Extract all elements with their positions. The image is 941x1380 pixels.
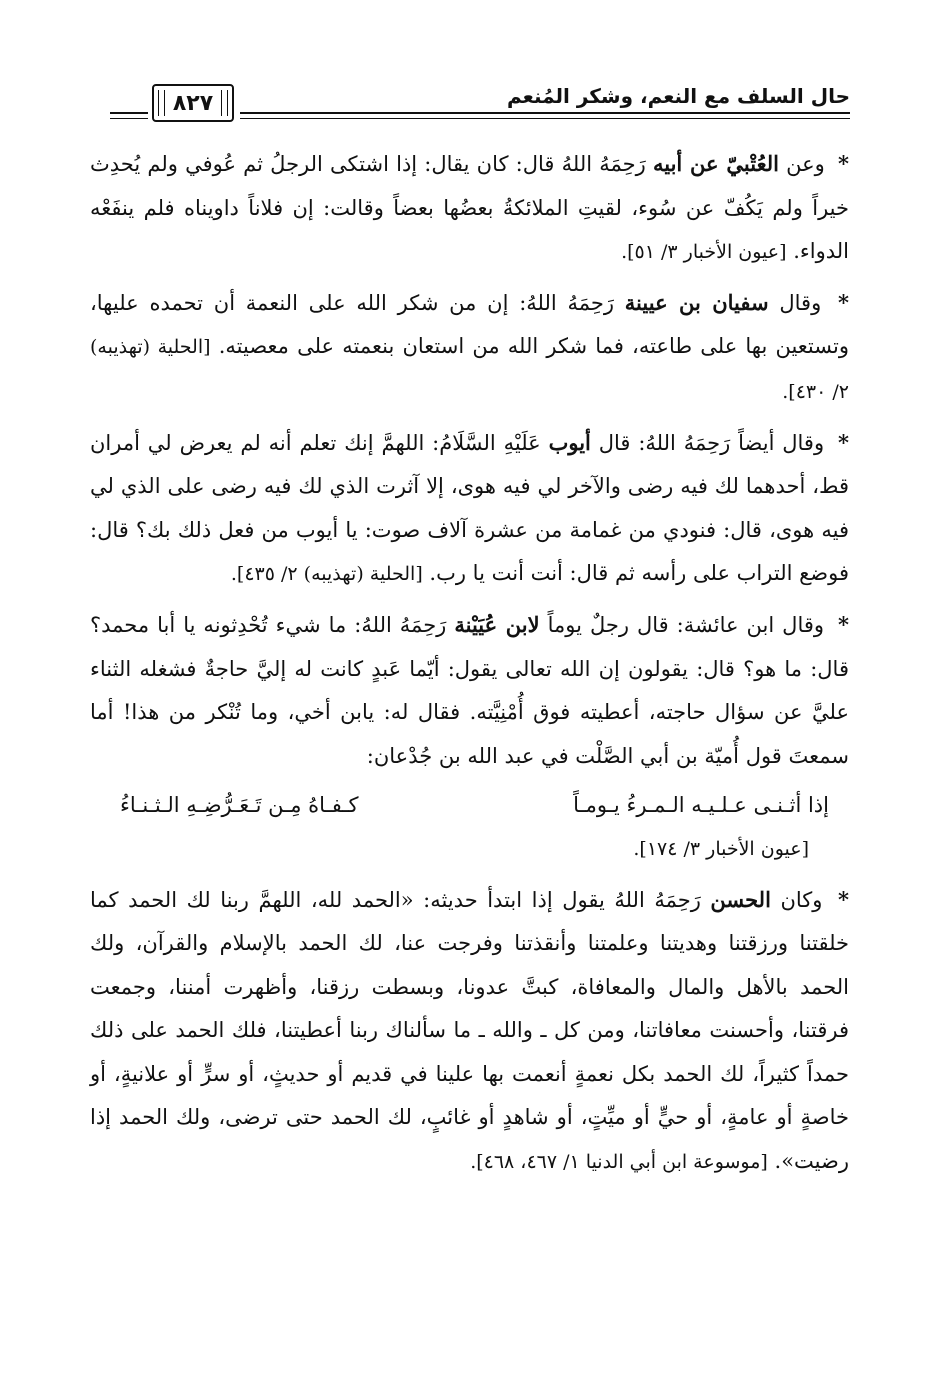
paragraph-1: [90, 142, 849, 275]
header-rule-left: [110, 112, 148, 119]
poetry-verse: [120, 784, 829, 828]
verse-second-hemistich: كـفـاهُ مِـن تَـعَـرُّضِـهِ الـثـنـاءُ: [120, 793, 359, 818]
narrator-name: العُتْبيّ عن أبيه: [652, 151, 779, 176]
paragraph-4: [90, 603, 849, 778]
paragraph-text: رَحِمَهُ اللهُ يقول إذا ابتدأ حديثه: «الحمد لله، اللهمَّ ربنا لك الحمد كما خلقتنا ورزقتنا وهديتنا وعلمتنا وأنقذتنا وفرجت عنا، لك الحمد بالإسلام والقرآن، ولك الحمد بالأهل والمال والمعافاة، كبتَّ عدونا، وبسطت رزقنا، وأظهرت أمننا، وجمعت فرقتنا، وأحسنت معافاتنا، ومن كل ـ والله ـ ما سألناك ربنا أعطيتنا، فلك الحمد على ذلك حمداً كثيراً، لك الحمد بكل نعمةٍ أنعمت بها علينا في قديم أو حديثٍ، أو سرٍّ أو علانيةٍ، أو خاصةٍ أو عامةٍ، أو حيٍّ أو ميِّتٍ، أو شاهدٍ أو غائبٍ، لك الحمد حتى ترضى، ولك الحمد إذا رضيت».: [90, 887, 849, 1174]
narrator-name: لابن عُيَيْنة: [454, 611, 540, 637]
paragraph-text: عَلَيْهِ السَّلَامُ: اللهمَّ إنك تعلم أنه لم يعرض لي أمران قط، أحدهما لك فيه رضى والآخر لي فيه هوى، إلا آثرت الذي لك فيه رضى على الذي لي فيه هوى، قال: فنودي من غمامة من عشرة آلاف صوت: يا أيوب من فعل ذلك بك؟ قال: فوضع التراب على رأسه ثم قال: أنت أنت يا رب.: [90, 430, 849, 586]
paragraph-5: [90, 878, 849, 1185]
narrator-name: سفيان بن عيينة: [624, 289, 769, 315]
bullet-star: *: [838, 611, 850, 637]
paragraph-lead: وعن: [786, 152, 825, 176]
paragraph-2: [90, 281, 849, 415]
header-rule: [240, 112, 850, 119]
source-reference: [الحلية (تهذيبه) ٢/ ٤٣٠].: [90, 336, 849, 403]
paragraph-3: [90, 421, 849, 597]
paragraph-lead: وقال أيضاً رَحِمَهُ اللهُ: قال: [598, 430, 825, 455]
paragraph-lead: وقال ابن عائشة: قال رجلٌ يوماً: [547, 612, 825, 637]
page-number: ٨٢٧: [152, 84, 234, 122]
bullet-star: *: [837, 886, 849, 912]
page-header: [110, 78, 850, 128]
paragraph-lead: وقال: [779, 290, 822, 315]
bullet-star: *: [837, 429, 849, 455]
page-body: [90, 142, 849, 1191]
narrator-name: أيوب: [548, 429, 591, 455]
verse-source: [90, 828, 809, 872]
source-reference: [عيون الأخبار ٣/ ٥١].: [621, 241, 787, 264]
narrator-name: الحسن: [710, 886, 771, 912]
bullet-star: *: [837, 151, 849, 176]
verse-first-hemistich: إذا أثـنـى عـلـيـه الـمـرءُ يـومـاً: [573, 793, 829, 818]
running-title: حال السلف مع النعم، وشكر المُنعم: [506, 84, 850, 108]
source-reference: [عيون الأخبار ٣/ ١٧٤].: [633, 837, 809, 860]
source-reference: [موسوعة ابن أبي الدنيا ١/ ٤٦٧، ٤٦٨].: [470, 1151, 768, 1174]
paragraph-lead: وكان: [780, 887, 823, 912]
source-reference: [الحلية (تهذيبه) ٢/ ٤٣٥].: [230, 563, 423, 586]
bullet-star: *: [838, 289, 849, 315]
paragraph-text: رَحِمَهُ اللهُ: ما شيء تُحْدِثونه يا أبا محمد؟ قال: ما هو؟ قال: يقولون إن الله تعالى يقول: أيّما عَبدٍ كانت له إليَّ حاجةٌ فشغله الثناء عليَّ عن سؤال حاجته، أعطيته فوق أُمْنِيَّته. فقال له: يابن أخي، وما تُنْكر من هذا! أما سمعتَ قول أُميّة بن أبي الصَّلْت في عبد الله بن جُدْعان:: [90, 612, 849, 768]
paragraph-text: رَحِمَهُ اللهُ: إن من شكر الله على النعمة أن تحمده عليها، وتستعين بها على طاعته، فما شكر الله من استعان بنعمته على معصيته.: [90, 290, 849, 359]
paragraph-text: رَحِمَهُ اللهُ قال: كان يقال: إذا اشتكى الرجلُ ثم عُوفي ولم يُحدِث خيراً ولم يَكُفّ عن سُوء، لقيتِ الملائكةُ بعضُها بعضاً وقالت: إن فلاناً داويناه فلم ينفَعْه الدواء.: [90, 152, 849, 264]
